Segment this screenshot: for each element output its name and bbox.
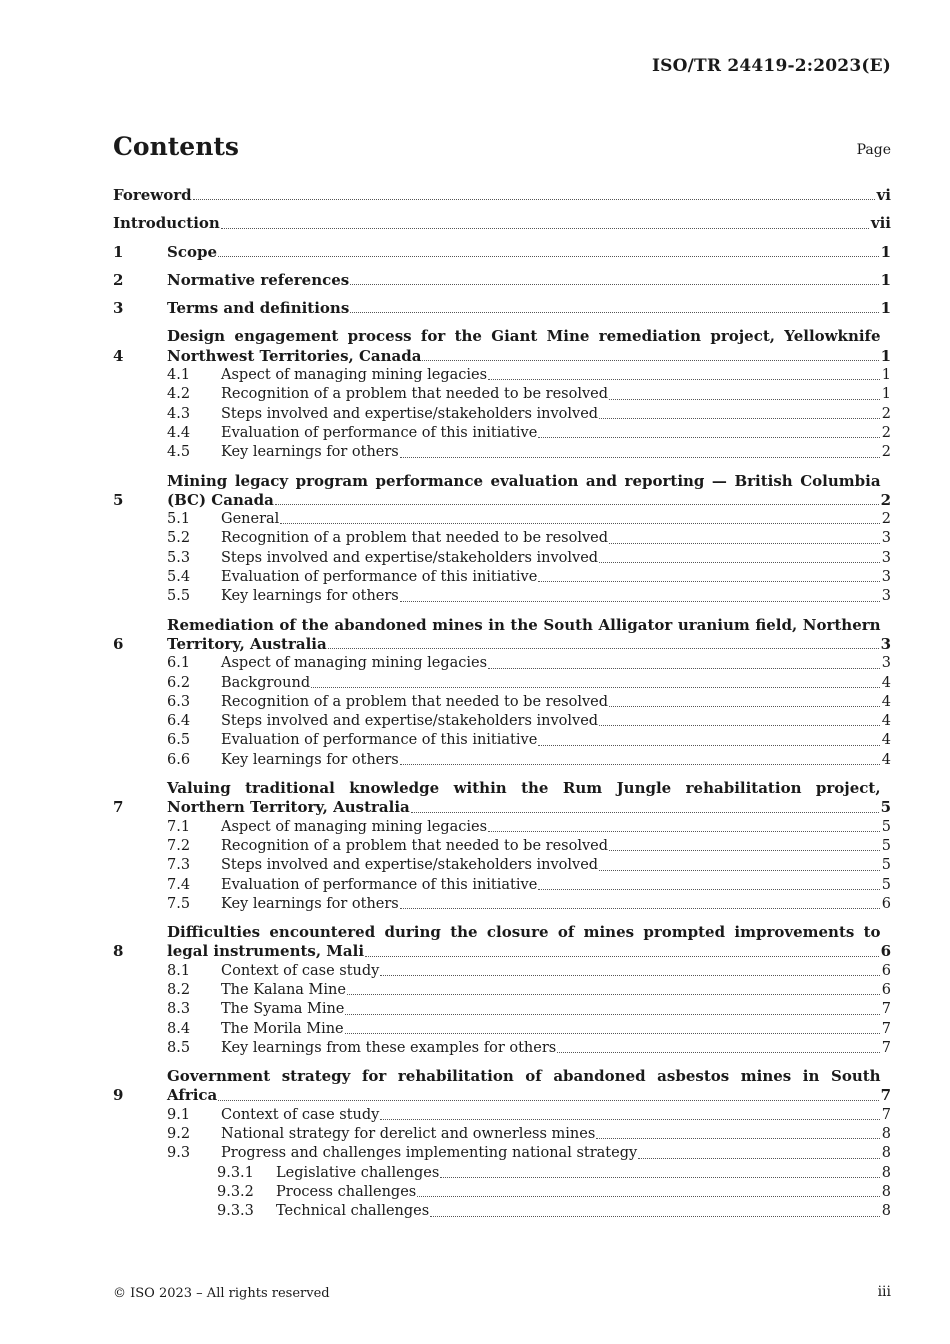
toc-entry-title-continued: legal instruments, Mali <box>167 942 365 961</box>
dot-leader <box>275 504 879 505</box>
toc-entry-title: Difficulties encountered during the closure of mines prompted improvements to <box>167 923 881 942</box>
toc-entry-page: 8 <box>881 1203 891 1220</box>
toc-entry-number: 3 <box>113 299 124 318</box>
toc-entry-title: Government strategy for rehabilitation of abandoned asbestos mines in South <box>167 1067 881 1086</box>
toc-entry[interactable] <box>113 923 891 962</box>
toc-entry[interactable] <box>113 779 891 818</box>
toc-entry-title: Introduction <box>113 214 220 233</box>
toc-entry-title: Steps involved and expertise/stakeholders involved <box>221 549 599 566</box>
dot-leader <box>280 523 879 524</box>
toc-entry-number: 4.5 <box>167 444 191 461</box>
toc-entry[interactable] <box>113 510 891 529</box>
toc-entry[interactable] <box>113 1144 891 1163</box>
page-column-label: Page <box>856 142 891 158</box>
dot-leader <box>311 687 880 688</box>
toc-entry-title: Foreword <box>113 186 192 204</box>
dot-leader <box>488 379 880 380</box>
toc-entry[interactable] <box>113 549 891 568</box>
toc-entry-title: Normative references <box>167 270 350 289</box>
toc-entry-page: 1 <box>881 386 891 403</box>
toc-entry-page: 2 <box>881 511 891 528</box>
dot-leader <box>422 360 878 361</box>
toc-entry-number: 7.4 <box>167 876 191 893</box>
toc-entry-title: Steps involved and expertise/stakeholders involved <box>221 713 599 730</box>
toc-entry-title: Key learnings for others <box>221 751 399 768</box>
toc-entry-title: General <box>221 511 280 528</box>
toc-entry[interactable] <box>113 1202 891 1221</box>
toc-entry-number: 5.1 <box>167 511 191 528</box>
toc-entry-number: 9.1 <box>167 1106 191 1123</box>
toc-entry[interactable] <box>113 1000 891 1019</box>
toc-entry-page: 6 <box>881 981 891 998</box>
dot-leader <box>638 1158 880 1159</box>
toc-entry-page: 7 <box>881 1020 891 1037</box>
toc-entry-page: 3 <box>881 549 891 566</box>
toc-entry[interactable] <box>113 271 891 290</box>
toc-entry-page: 3 <box>881 588 891 605</box>
dot-leader <box>417 1196 880 1197</box>
toc-entry-page: 3 <box>881 530 891 547</box>
toc-entry-number: 1 <box>113 242 124 261</box>
toc-entry-number: 6.6 <box>167 751 191 768</box>
toc-entry-title: Progress and challenges implementing national strategy <box>221 1145 638 1162</box>
toc-entry-page: 2 <box>881 405 891 422</box>
toc-entry[interactable] <box>113 693 891 712</box>
toc-entry-number: 7.2 <box>167 837 191 854</box>
toc-entry-page: 1 <box>880 299 891 318</box>
toc-entry[interactable] <box>113 981 891 1000</box>
toc-entry-number: 5.2 <box>167 530 191 547</box>
dot-leader <box>345 1014 879 1015</box>
toc-entry-number: 9.3.2 <box>217 1183 254 1200</box>
toc-entry[interactable] <box>113 616 891 655</box>
dot-leader <box>599 562 880 563</box>
toc-entry-page: 1 <box>880 346 891 365</box>
toc-entry-page: 5 <box>881 876 891 893</box>
toc-entry-number: 4.2 <box>167 386 191 403</box>
toc-entry-title: Evaluation of performance of this initiative <box>221 569 538 586</box>
toc-entry-title: Design engagement process for the Giant Mine remediation project, Yellowknife <box>167 327 881 346</box>
toc-entry[interactable] <box>113 1183 891 1202</box>
toc-entry-number: 9.2 <box>167 1126 191 1143</box>
dot-leader <box>538 745 879 746</box>
toc-entry-title: The Morila Mine <box>221 1020 344 1037</box>
dot-leader <box>218 256 879 257</box>
dot-leader <box>609 706 880 707</box>
toc-entry-page: 4 <box>881 713 891 730</box>
toc-entry[interactable] <box>113 674 891 693</box>
toc-entry-title: Aspect of managing mining legacies <box>221 818 488 835</box>
toc-entry-title: Background <box>221 674 311 691</box>
dot-leader <box>609 850 880 851</box>
toc-entry-page: 7 <box>881 1001 891 1018</box>
toc-entry[interactable] <box>113 1106 891 1125</box>
dot-leader <box>488 831 880 832</box>
dot-leader <box>538 437 879 438</box>
dot-leader <box>345 1033 880 1034</box>
dot-leader <box>380 975 879 976</box>
dot-leader <box>538 581 879 582</box>
toc-entry-number: 5.4 <box>167 569 191 586</box>
toc-entry-title: Terms and definitions <box>167 299 350 318</box>
toc-entry-title: Context of case study <box>221 962 380 979</box>
dot-leader <box>599 418 880 419</box>
dot-leader <box>440 1177 879 1178</box>
toc-entry-page: 4 <box>881 674 891 691</box>
toc-entry-title: Mining legacy program performance evaluation and reporting — British Columbia <box>167 471 881 490</box>
toc-entry-page: vi <box>876 186 891 204</box>
toc-entry[interactable] <box>113 214 891 233</box>
dot-leader <box>350 284 878 285</box>
toc-entry[interactable] <box>113 472 891 511</box>
toc-entry-page: 3 <box>880 634 891 653</box>
toc-entry-title: Context of case study <box>221 1106 380 1123</box>
toc-entry-number: 4 <box>113 346 124 365</box>
toc-entry[interactable] <box>113 1067 891 1106</box>
toc-entry-number: 7.1 <box>167 818 191 835</box>
toc-entry[interactable] <box>113 529 891 548</box>
contents-heading: Contents <box>113 132 240 161</box>
toc-entry-title: Evaluation of performance of this initiative <box>221 424 538 441</box>
toc-entry-number: 8.1 <box>167 962 191 979</box>
dot-leader <box>400 908 880 909</box>
toc-entry-page: vii <box>870 214 891 233</box>
toc-entry-title: Technical challenges <box>276 1203 430 1220</box>
toc-entry-number: 4.1 <box>167 367 191 384</box>
toc-entry-page: 2 <box>880 490 891 509</box>
dot-leader <box>488 668 880 669</box>
toc-entry-page: 5 <box>881 837 891 854</box>
toc-entry-page: 4 <box>881 751 891 768</box>
toc-entry[interactable] <box>113 654 891 673</box>
toc-entry-title: Key learnings from these examples for others <box>221 1039 557 1056</box>
dot-leader <box>380 1119 879 1120</box>
toc-entry-title: Process challenges <box>276 1183 417 1200</box>
toc-entry[interactable] <box>113 243 891 262</box>
toc-entry-title: Scope <box>167 242 218 261</box>
dot-leader <box>328 648 879 649</box>
toc-entry[interactable] <box>113 443 891 462</box>
toc-entry[interactable] <box>113 366 891 385</box>
toc-entry-number: 7.5 <box>167 895 191 912</box>
document-identifier: ISO/TR 24419-2:2023(E) <box>651 56 891 76</box>
toc-entry-page: 4 <box>881 693 891 710</box>
toc-entry-page: 1 <box>880 270 891 289</box>
toc-entry-title-continued: Northwest Territories, Canada <box>167 346 422 365</box>
toc-entry-number: 6.3 <box>167 693 191 710</box>
toc-entry-title: Evaluation of performance of this initiative <box>221 732 538 749</box>
toc-entry-number: 6.4 <box>167 713 191 730</box>
toc-entry-page: 2 <box>881 444 891 461</box>
toc-entry-number: 9 <box>113 1086 124 1105</box>
dot-leader <box>609 543 880 544</box>
toc-entry-title: Legislative challenges <box>276 1164 440 1181</box>
dot-leader <box>609 399 880 400</box>
toc-entry-title: The Syama Mine <box>221 1001 345 1018</box>
toc-entry-page: 6 <box>881 895 891 912</box>
toc-entry[interactable] <box>113 186 891 205</box>
toc-entry[interactable] <box>113 1125 891 1144</box>
dot-leader <box>400 601 880 602</box>
table-of-contents <box>113 186 891 1222</box>
toc-entry-page: 8 <box>881 1126 891 1143</box>
toc-entry-title: Evaluation of performance of this initiative <box>221 876 538 893</box>
dot-leader <box>411 812 879 813</box>
toc-entry-number: 7.3 <box>167 857 191 874</box>
dot-leader <box>365 956 879 957</box>
toc-entry-page: 3 <box>881 655 891 672</box>
toc-entry-title: Recognition of a problem that needed to be resolved <box>221 386 609 403</box>
toc-entry[interactable] <box>113 1039 891 1058</box>
toc-entry-page: 8 <box>881 1164 891 1181</box>
toc-entry[interactable] <box>113 1164 891 1183</box>
toc-entry-page: 1 <box>881 367 891 384</box>
toc-entry-number: 6 <box>113 634 124 653</box>
toc-entry-number: 8.4 <box>167 1020 191 1037</box>
toc-entry-title: Steps involved and expertise/stakeholders involved <box>221 405 599 422</box>
toc-entry-number: 8.2 <box>167 981 191 998</box>
toc-entry-title: Key learnings for others <box>221 588 399 605</box>
toc-entry[interactable] <box>113 837 891 856</box>
toc-entry[interactable] <box>113 327 891 366</box>
toc-entry-number: 8.5 <box>167 1039 191 1056</box>
dot-leader <box>596 1138 880 1139</box>
dot-leader <box>347 994 880 995</box>
page-number: iii <box>877 1284 891 1300</box>
toc-entry-page: 2 <box>881 424 891 441</box>
toc-entry-title-continued: Territory, Australia <box>167 634 327 653</box>
dot-leader <box>538 889 879 890</box>
copyright-notice: © ISO 2023 – All rights reserved <box>113 1286 330 1301</box>
toc-entry-title: Aspect of managing mining legacies <box>221 655 488 672</box>
toc-entry[interactable] <box>113 962 891 981</box>
toc-entry-number: 2 <box>113 270 124 289</box>
toc-entry[interactable] <box>113 299 891 318</box>
toc-entry-number: 5 <box>113 490 124 509</box>
dot-leader <box>193 199 875 200</box>
toc-entry-title: Valuing traditional knowledge within the Rum Jungle rehabilitation project, <box>167 779 881 798</box>
toc-entry-page: 7 <box>880 1086 891 1105</box>
toc-entry-page: 5 <box>881 857 891 874</box>
toc-entry-title: Key learnings for others <box>221 895 399 912</box>
toc-entry-page: 7 <box>881 1039 891 1056</box>
toc-entry[interactable] <box>113 1020 891 1039</box>
toc-entry[interactable] <box>113 856 891 875</box>
dot-leader <box>221 228 869 229</box>
toc-entry-title-continued: Northern Territory, Australia <box>167 798 410 817</box>
toc-entry-page: 5 <box>880 798 891 817</box>
toc-entry-page: 4 <box>881 732 891 749</box>
dot-leader <box>599 725 880 726</box>
toc-entry-page: 8 <box>881 1183 891 1200</box>
toc-entry-number: 8.3 <box>167 1001 191 1018</box>
toc-entry-title: Remediation of the abandoned mines in the South Alligator uranium field, Northern <box>167 615 881 634</box>
toc-entry-page: 6 <box>880 942 891 961</box>
dot-leader <box>400 457 880 458</box>
toc-entry-number: 8 <box>113 942 124 961</box>
toc-entry[interactable] <box>113 895 891 914</box>
toc-entry-title: Recognition of a problem that needed to be resolved <box>221 837 609 854</box>
toc-entry-number: 6.1 <box>167 655 191 672</box>
toc-entry-title: The Kalana Mine <box>221 981 346 998</box>
toc-entry-title: Key learnings for others <box>221 444 399 461</box>
toc-entry-title-continued: Africa <box>167 1086 218 1105</box>
toc-entry-page: 5 <box>881 818 891 835</box>
toc-entry-title: National strategy for derelict and ownerless mines <box>221 1126 596 1143</box>
dot-leader <box>557 1052 880 1053</box>
toc-entry-page: 6 <box>881 962 891 979</box>
toc-entry-number: 7 <box>113 798 124 817</box>
toc-entry-title-continued: (BC) Canada <box>167 490 274 509</box>
dot-leader <box>599 870 880 871</box>
toc-entry-number: 9.3.3 <box>217 1203 254 1220</box>
toc-entry-page: 7 <box>881 1106 891 1123</box>
toc-entry[interactable] <box>113 587 891 606</box>
dot-leader <box>350 312 878 313</box>
toc-entry[interactable] <box>113 385 891 404</box>
toc-entry[interactable] <box>113 731 891 750</box>
toc-entry-number: 6.5 <box>167 732 191 749</box>
toc-entry-number: 6.2 <box>167 674 191 691</box>
toc-entry[interactable] <box>113 424 891 443</box>
toc-entry-number: 4.4 <box>167 424 191 441</box>
toc-entry-number: 5.3 <box>167 549 191 566</box>
toc-entry-title: Recognition of a problem that needed to be resolved <box>221 693 609 710</box>
toc-entry-page: 8 <box>881 1145 891 1162</box>
toc-entry-page: 1 <box>880 242 891 261</box>
toc-entry[interactable] <box>113 568 891 587</box>
toc-entry[interactable] <box>113 876 891 895</box>
toc-entry-page: 3 <box>881 569 891 586</box>
toc-entry[interactable] <box>113 751 891 770</box>
dot-leader <box>430 1216 880 1217</box>
dot-leader <box>400 764 880 765</box>
dot-leader <box>218 1100 878 1101</box>
toc-entry[interactable] <box>113 405 891 424</box>
toc-entry-number: 9.3 <box>167 1145 191 1162</box>
toc-entry[interactable] <box>113 712 891 731</box>
toc-entry-title: Steps involved and expertise/stakeholders involved <box>221 857 599 874</box>
toc-entry-number: 4.3 <box>167 405 191 422</box>
toc-entry-number: 9.3.1 <box>217 1164 254 1181</box>
toc-entry-title: Recognition of a problem that needed to be resolved <box>221 530 609 547</box>
toc-entry-title: Aspect of managing mining legacies <box>221 367 488 384</box>
toc-entry[interactable] <box>113 818 891 837</box>
toc-entry-number: 5.5 <box>167 588 191 605</box>
